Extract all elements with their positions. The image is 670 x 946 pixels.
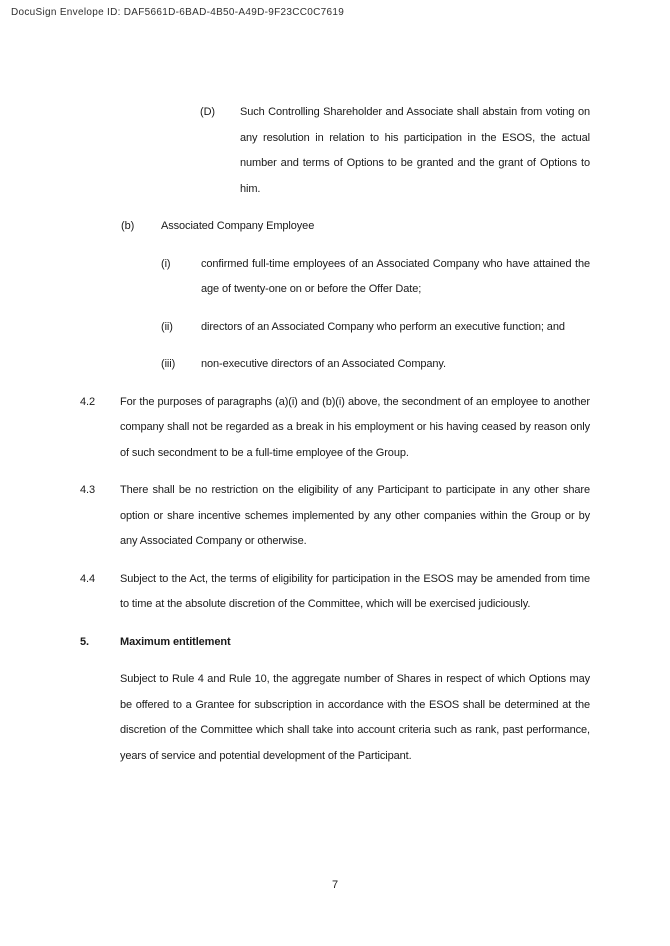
- paragraph-text: non-executive directors of an Associated Company.: [201, 358, 446, 370]
- paragraph-text: For the purposes of paragraphs (a)(i) and (b)(i) above, the secondment of an employee to another company shall not be regarded as a break in his employment or his having ceased by reason only of such secondment to be a full-time employee of the Group.: [120, 395, 590, 459]
- paragraph-text: Subject to Rule 4 and Rule 10, the aggregate number of Shares in respect of which Options may be offered to a Grantee for subscription in accordance with the ESOS shall be determined at the discretion of the Committee which shall take into account criteria such as rank, past performance, years of service and potential development of the Participant.: [120, 673, 590, 762]
- paragraph-label: (i): [161, 257, 171, 270]
- document-paragraph: [80, 478, 590, 555]
- document-content: [80, 100, 590, 781]
- paragraph-label: (iii): [161, 358, 176, 370]
- paragraph-text: Associated Company Employee: [161, 220, 315, 232]
- paragraph-label: (ii): [161, 320, 173, 333]
- paragraph-label: (b): [121, 220, 135, 232]
- paragraph-text: confirmed full-time employees of an Associated Company who have attained the age of twenty-one on or before the Offer Date;: [201, 257, 590, 295]
- paragraph-label: (D): [200, 106, 215, 118]
- paragraph-label: 4.3: [80, 484, 95, 496]
- paragraph-text: There shall be no restriction on the eligibility of any Participant to participate in any other share option or share incentive schemes implemented by any other companies within the Group or by any Associated Company or otherwise.: [120, 484, 590, 547]
- document-paragraph: [161, 352, 590, 378]
- document-paragraph: [80, 630, 590, 656]
- paragraph-text: Maximum entitlement: [120, 635, 231, 648]
- document-paragraph: [200, 100, 590, 202]
- document-paragraph: [161, 252, 590, 303]
- paragraph-text: Such Controlling Shareholder and Associate shall abstain from voting on any resolution in relation to his participation in the ESOS, the actual number and terms of Options to be granted and the grant of Options to him.: [240, 106, 590, 195]
- docusign-envelope-id: DocuSign Envelope ID: DAF5661D-6BAD-4B50-A49D-9F23CC0C7619: [11, 7, 345, 18]
- document-paragraph: [121, 214, 590, 240]
- document-paragraph: [80, 667, 590, 769]
- paragraph-text: directors of an Associated Company who perform an executive function; and: [201, 320, 565, 333]
- paragraph-label: 4.2: [80, 395, 95, 408]
- paragraph-label: [80, 667, 120, 769]
- paragraph-text: Subject to the Act, the terms of eligibility for participation in the ESOS may be amended from time to time at the absolute discretion of the Committee, which will be exercised judiciously.: [120, 572, 590, 610]
- document-paragraph: [80, 567, 590, 618]
- paragraph-label: 5.: [80, 635, 89, 648]
- page-number: 7: [331, 879, 339, 891]
- document-paragraph: [161, 315, 590, 341]
- document-paragraph: [80, 390, 590, 467]
- paragraph-label: 4.4: [80, 572, 95, 585]
